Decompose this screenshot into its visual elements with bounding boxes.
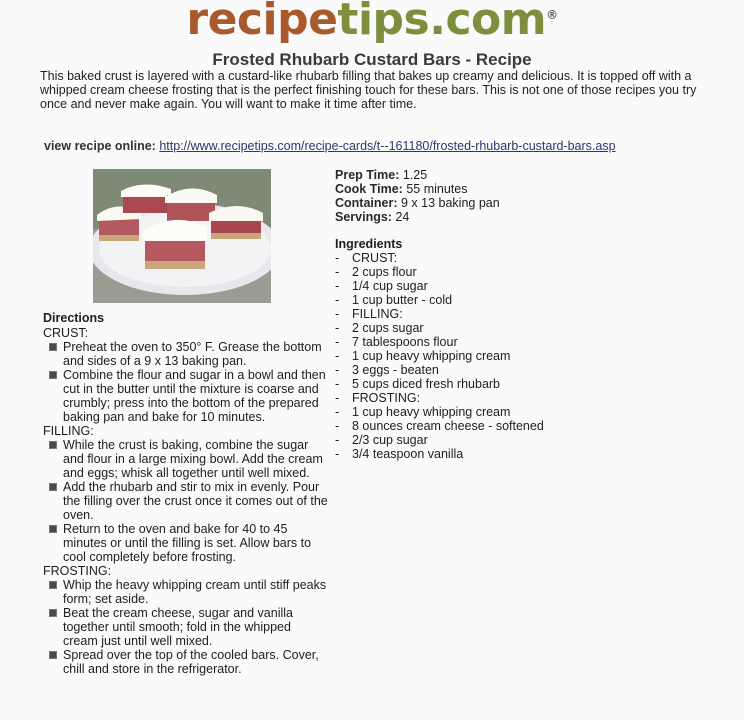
ingredient-text: 1 cup heavy whipping cream <box>352 349 511 363</box>
directions-group-heading: FROSTING: <box>43 564 112 578</box>
ingredient-text: FROSTING: <box>352 391 421 405</box>
ingredient-text: 2/3 cup sugar <box>352 433 428 447</box>
ingredients-heading: Ingredients <box>335 237 403 251</box>
prep-time-label: Prep Time: <box>335 168 400 182</box>
ingredient-item: - FILLING: <box>335 307 403 321</box>
cook-time <box>335 182 635 196</box>
ingredient-item: - 5 cups diced fresh rhubarb <box>335 377 501 391</box>
ingredient-item: - 3 eggs - beaten <box>335 363 439 377</box>
direction-step: Whip the heavy whipping cream until stiff peaks form; set aside. <box>63 578 327 606</box>
ingredient-item: - 7 tablespoons flour <box>335 335 458 349</box>
container-label: Container: <box>335 196 398 210</box>
directions-heading: Directions <box>43 311 105 325</box>
ingredient-text: 5 cups diced fresh rhubarb <box>352 377 501 391</box>
ingredients-list <box>335 251 635 461</box>
logo-text-recipe: recipe <box>186 0 338 45</box>
recipe-photo <box>93 169 271 303</box>
ingredient-item: - 2/3 cup sugar <box>335 433 428 447</box>
ingredient-item: - 1/4 cup sugar <box>335 279 428 293</box>
ingredient-text: CRUST: <box>352 251 398 265</box>
directions-list <box>43 578 328 676</box>
servings <box>335 210 635 224</box>
directions-list <box>43 438 328 564</box>
servings-label: Servings: <box>335 210 392 224</box>
container-value: 9 x 13 baking pan <box>400 196 500 210</box>
ingredient-text: 1 cup heavy whipping cream <box>352 405 511 419</box>
ingredient-item: - 1 cup butter - cold <box>335 293 453 307</box>
direction-step: Beat the cream cheese, sugar and vanilla together until smooth; fold in the whipped cream just until well mixed. <box>63 606 328 648</box>
ingredient-item: - FROSTING: <box>335 391 421 405</box>
site-logo[interactable] <box>0 0 744 45</box>
custard-bars-image <box>93 169 271 303</box>
ingredient-item: - CRUST: <box>335 251 398 265</box>
directions-list <box>43 340 328 424</box>
recipe-details <box>335 168 635 461</box>
servings-value: 24 <box>395 210 410 224</box>
prep-time-value: 1.25 <box>402 168 428 182</box>
prep-time <box>335 168 635 182</box>
recipe-intro: This baked crust is layered with a custard-like rhubarb filling that bakes up creamy and delicious. It is topped off with a whipped cream cheese frosting that is the perfect finishing touch for these bars. This is not one of those recipes you try once and never make again. You will want to make it time after time. <box>40 69 697 111</box>
direction-step: Add the rhubarb and stir to mix in evenly. Pour the filling over the crust once it comes out of the oven. <box>63 480 328 522</box>
direction-step: Spread over the top of the cooled bars. Cover, chill and store in the refrigerator. <box>63 648 328 676</box>
view-online-row <box>44 139 616 153</box>
ingredient-text: 8 ounces cream cheese - softened <box>352 419 544 433</box>
recipe-url-link[interactable]: http://www.recipetips.com/recipe-cards/t--161180/frosted-rhubarb-custard-bars.asp <box>159 139 616 153</box>
ingredient-item: - 1 cup heavy whipping cream <box>335 405 511 419</box>
logo-text-tips: tips.com <box>337 0 547 45</box>
directions-section <box>43 311 328 676</box>
ingredient-item: - 2 cups sugar <box>335 321 424 335</box>
direction-step: While the crust is baking, combine the sugar and flour in a large mixing bowl. Add the cream and eggs; whisk all together until well mixed. <box>63 438 328 480</box>
cook-time-value: 55 minutes <box>406 182 468 196</box>
cook-time-label: Cook Time: <box>335 182 403 196</box>
direction-step: Combine the flour and sugar in a bowl and then cut in the butter until the mixture is coarse and crumbly; press into the bottom of the prepared baking pan and bake for 10 minutes. <box>63 368 328 424</box>
directions-group-heading: FILLING: <box>43 424 94 438</box>
directions-group-heading: CRUST: <box>43 326 89 340</box>
recipe-title: Frosted Rhubarb Custard Bars - Recipe <box>212 50 532 69</box>
ingredient-text: 3 eggs - beaten <box>352 363 439 377</box>
ingredient-text: 7 tablespoons flour <box>352 335 458 349</box>
ingredient-item: - 2 cups flour <box>335 265 417 279</box>
ingredient-item: - 1 cup heavy whipping cream <box>335 349 511 363</box>
view-online-label: view recipe online: <box>44 139 156 153</box>
direction-step: Preheat the oven to 350° F. Grease the bottom and sides of a 9 x 13 baking pan. <box>63 340 328 368</box>
ingredient-text: 1 cup butter - cold <box>352 293 453 307</box>
ingredient-item: - 3/4 teaspoon vanilla <box>335 447 464 461</box>
ingredient-text: 2 cups sugar <box>352 321 424 335</box>
registered-mark: ® <box>546 8 558 22</box>
ingredient-text: 2 cups flour <box>352 265 417 279</box>
ingredient-text: 1/4 cup sugar <box>352 279 428 293</box>
ingredient-item: - 8 ounces cream cheese - softened <box>335 419 544 433</box>
direction-step: Return to the oven and bake for 40 to 45 minutes or until the filling is set. Allow bars to cool completely before frosting. <box>63 522 328 564</box>
container <box>335 196 635 210</box>
ingredient-text: 3/4 teaspoon vanilla <box>352 447 464 461</box>
ingredient-text: FILLING: <box>352 307 403 321</box>
